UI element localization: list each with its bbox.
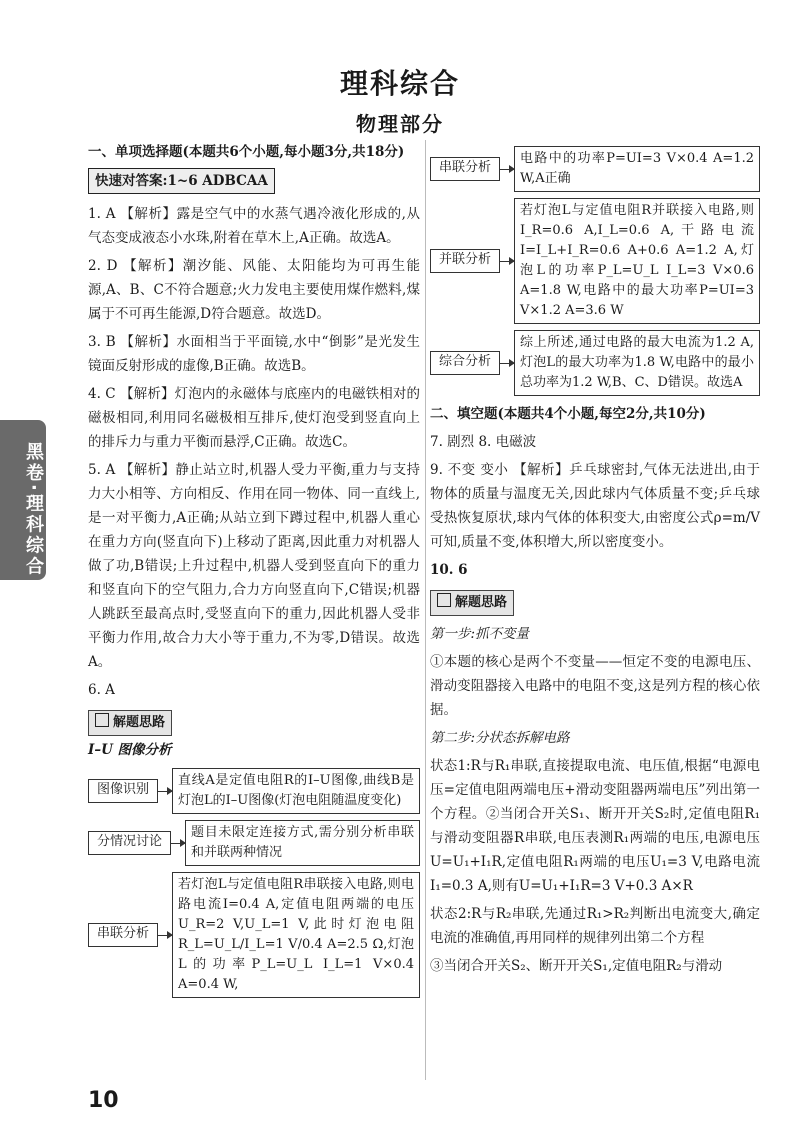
flow-row [430,330,760,396]
page-number: 10 [88,1088,119,1113]
flow-box: 若灯泡L与定值电阻R并联接入电路,则I_R=0.6 A,I_L=0.6 A,干路电流I=I_L+I_R=0.6 A+0.6 A=1.2 A,灯泡L的功率P_L=U_L I_L=3 V×0.6 A=1.8 W,电路中的最大功率P=UI=3 V×1.2 A=3.6 W [514,198,760,324]
right-column [430,140,760,980]
flow-row [430,146,760,192]
flow-row [88,820,420,866]
section-heading: 一、单项选择题(本题共6个小题,每小题3分,共18分) [88,144,405,160]
arrow-icon [500,261,514,262]
question-1: 1. A 【解析】露是空气中的水蒸气遇冷液化形成的,从气态变成液态小水珠,附着在草木上,A正确。故选A。 [88,206,420,246]
arrow-icon [500,169,514,170]
arrow-icon [158,791,172,792]
solution-tag: 解题思路 [88,710,172,736]
side-tab-label: 黑卷·理科综合 [23,442,44,578]
pencil-icon [437,593,451,607]
iu-title: I–U 图像分析 [88,742,172,758]
step-2: 第二步:分状态拆解电路 [430,730,570,746]
flow-box: 直线A是定值电阻R的I–U图像,曲线B是灯泡L的I–U图像(灯泡电阻随温度变化) [172,768,420,814]
flow-label: 串联分析 [88,923,158,947]
question-4: 4. C 【解析】灯泡内的永磁体与底座内的电磁铁相对的磁极相同,利用同名磁极相互排斥,使灯泡受到竖直向上的排斥力与重力平衡而悬浮,C正确。故选C。 [88,386,420,450]
flow-row [430,198,760,324]
left-column [88,140,420,1004]
state-2: 状态2:R与R₂串联,先通过R₁>R₂判断出电流变大,确定电流的准确值,再用同样的规律列出第二个方程 [430,906,760,946]
flow-box: 题目未限定连接方式,需分别分析串联和并联两种情况 [185,820,420,866]
pencil-icon [95,713,109,727]
flow-box: 电路中的功率P=UI=3 V×0.4 A=1.2 W,A正确 [514,146,760,192]
arrow-icon [500,363,514,364]
flow-label: 串联分析 [430,157,500,181]
question-6: 6. A [88,682,115,698]
page-subtitle: 物理部分 [356,112,444,136]
flow-box: 综上所述,通过电路的最大电流为1.2 A,灯泡L的最大功率为1.8 W,电路中的最小总功率为1.2 W,B、C、D错误。故选A [514,330,760,396]
flow-row [88,872,420,998]
question-9: 9. 不变 变小 【解析】乒乓球密封,气体无法进出,由于物体的质量与温度无关,因此球内气体质量不变;乒乓球受热恢复原状,球内气体的体积变大,由密度公式ρ=m/V可知,质量不变,体积增大,所以密度变小。 [430,462,760,550]
page-title: 理科综合 [339,67,460,100]
flow-box: 若灯泡L与定值电阻R串联接入电路,则电路电流I=0.4 A,定值电阻两端的电压U_R=2 V,U_L=1 V,此时灯泡电阻R_L=U_L/I_L=1 V/0.4 A=2.5 Ω,灯泡L的功率P_L=U_L I_L=1 V×0.4 A=0.4 W, [172,872,420,998]
question-2: 2. D 【解析】潮汐能、风能、太阳能均为可再生能源,A、B、C不符合题意;火力发电主要使用煤作燃料,煤属于不可再生能源,D符合题意。故选D。 [88,258,420,322]
solution-tag: 解题思路 [430,590,514,616]
step-1-text: ①本题的核心是两个不变量——恒定不变的电源电压、滑动变阻器接入电路中的电阻不变,这是列方程的核心依据。 [430,654,760,718]
flow-label: 图像识别 [88,779,158,803]
question-7-8: 7. 剧烈 8. 电磁波 [430,434,537,450]
quick-answers: 快速对答案:1~6 ADBCAA [88,168,275,194]
column-divider [425,140,426,1080]
arrow-icon [171,843,185,844]
flow-label: 并联分析 [430,249,500,273]
flow-row [88,768,420,814]
flow-label: 分情况讨论 [88,831,171,855]
flow-label: 综合分析 [430,351,500,375]
side-tab [0,420,46,580]
question-3: 3. B 【解析】水面相当于平面镜,水中“倒影”是光发生镜面反射形成的虚像,B正确。故选B。 [88,334,420,374]
question-5: 5. A 【解析】静止站立时,机器人受力平衡,重力与支持力大小相等、方向相反、作用在同一物体、同一直线上,是一对平衡力,A正确;从站立到下蹲过程中,机器人重心在重力方向(竖直向下)上移动了距离,因此重力对机器人做了功,B错误;上升过程中,机器人受到竖直向下的重力和竖直向下的空气阻力,合力方向竖直向下,C错误;机器人跳跃至最高点时,受竖直向下的重力,因此机器人受非平衡力作用,故合力大小等于重力,不为零,D错误。故选A。 [88,462,420,670]
state-1: 状态1:R与R₁串联,直接提取电流、电压值,根据“电源电压=定值电阻两端电压+滑动变阻器两端电压”列出第一个方程。②当闭合开关S₁、断开开关S₂时,定值电阻R₁与滑动变阻器R串联,电压表测R₁两端的电压,电源电压U=U₁+I₁R,定值电阻R₁两端的电压U₁=3 V,电路电流I₁=0.3 A,则有U=U₁+I₁R=3 V+0.3 A×R [430,758,760,894]
arrow-icon [158,935,172,936]
step-1: 第一步:抓不变量 [430,626,530,642]
section-heading: 二、填空题(本题共4个小题,每空2分,共10分) [430,406,706,422]
question-10: 10. 6 [430,562,468,578]
state-3: ③当闭合开关S₂、断开开关S₁,定值电阻R₂与滑动 [430,958,723,974]
